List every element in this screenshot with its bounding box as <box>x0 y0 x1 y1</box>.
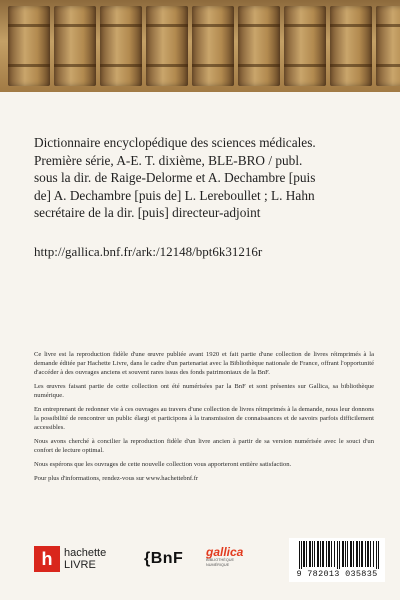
bnf-logo: {BnF <box>144 550 184 567</box>
title-line: sous la dir. de Raige-Delorme et A. Dechambre [puis <box>34 170 316 185</box>
info-paragraph: Nous avons cherché à concilier la reproduction fidèle d'un livre ancien à partir de sa version numérisée avec le souci d'un confort de lecture optimal. <box>34 438 374 455</box>
gallica-logo <box>206 546 248 572</box>
title-line: de] A. Dechambre [puis de] L. Lereboullet ; L. Hahn <box>34 187 315 203</box>
barcode-icon <box>299 541 379 569</box>
cover-photo <box>0 0 400 92</box>
book-spine <box>376 6 400 86</box>
hachette-mark-icon: h <box>34 546 60 572</box>
hachette-sub: LIVRE <box>64 559 96 571</box>
book-spine <box>284 6 326 86</box>
info-paragraph: En entreprenant de redonner vie à ces ouvrages au travers d'une collection de livres réimprimés à la demande, nous leur donnons la possibilité de rencontrer un public élargi et participons à la transmission de connaissances et de savoirs parfois difficilement accessibles. <box>34 406 374 432</box>
gallica-sub-line: BIBLIOTHÈQUE <box>206 558 235 562</box>
info-text <box>34 350 374 487</box>
isbn-barcode <box>289 538 385 582</box>
isbn-number: 9 782013 035835 <box>296 569 378 579</box>
publisher-bar <box>34 538 378 579</box>
book-title <box>34 134 384 222</box>
title-line: Dictionnaire encyclopédique des sciences médicales. <box>34 135 316 150</box>
gallica-url: http://gallica.bnf.fr/ark:/12148/bpt6k31216r <box>34 244 263 259</box>
title-line: Première série, A-E. T. dixième, BLE-BRO / publ. <box>34 152 303 168</box>
gallica-sub-line: NUMÉRIQUE <box>206 562 230 567</box>
book-spine <box>330 6 372 86</box>
info-paragraph: Pour plus d'informations, rendez-vous sur www.hachettebnf.fr <box>34 474 199 482</box>
book-spine <box>238 6 280 86</box>
title-line: secrétaire de la dir. [puis] directeur-adjoint <box>34 205 261 220</box>
hachette-name: hachette <box>64 547 107 559</box>
gallica-wordmark: gallica <box>206 545 244 559</box>
book-spine <box>100 6 142 86</box>
book-spine <box>192 6 234 86</box>
book-spine <box>54 6 96 86</box>
info-paragraph: Les œuvres faisant partie de cette collection ont été numérisées par la BnF et sont présentes sur Gallica, sa bibliothèque numérique. <box>34 383 374 400</box>
book-spine <box>146 6 188 86</box>
hachette-wordmark <box>64 547 106 571</box>
hachette-logo <box>34 546 124 572</box>
info-paragraph: Ce livre est la reproduction fidèle d'une œuvre publiée avant 1920 et fait partie d'une collection de livres réimprimés à la demande éditée par Hachette Livre, dans le cadre d'un partenariat avec la Bibliothèque nationale de France, offrant l'opportunité d'accéder à des ouvrages anciens et souvent rares issus des fonds patrimoniaux de la BnF. <box>34 351 374 377</box>
book-spine <box>8 6 50 86</box>
info-paragraph: Nous espérons que les ouvrages de cette nouvelle collection vous apporteront entière satisfaction. <box>34 461 292 469</box>
